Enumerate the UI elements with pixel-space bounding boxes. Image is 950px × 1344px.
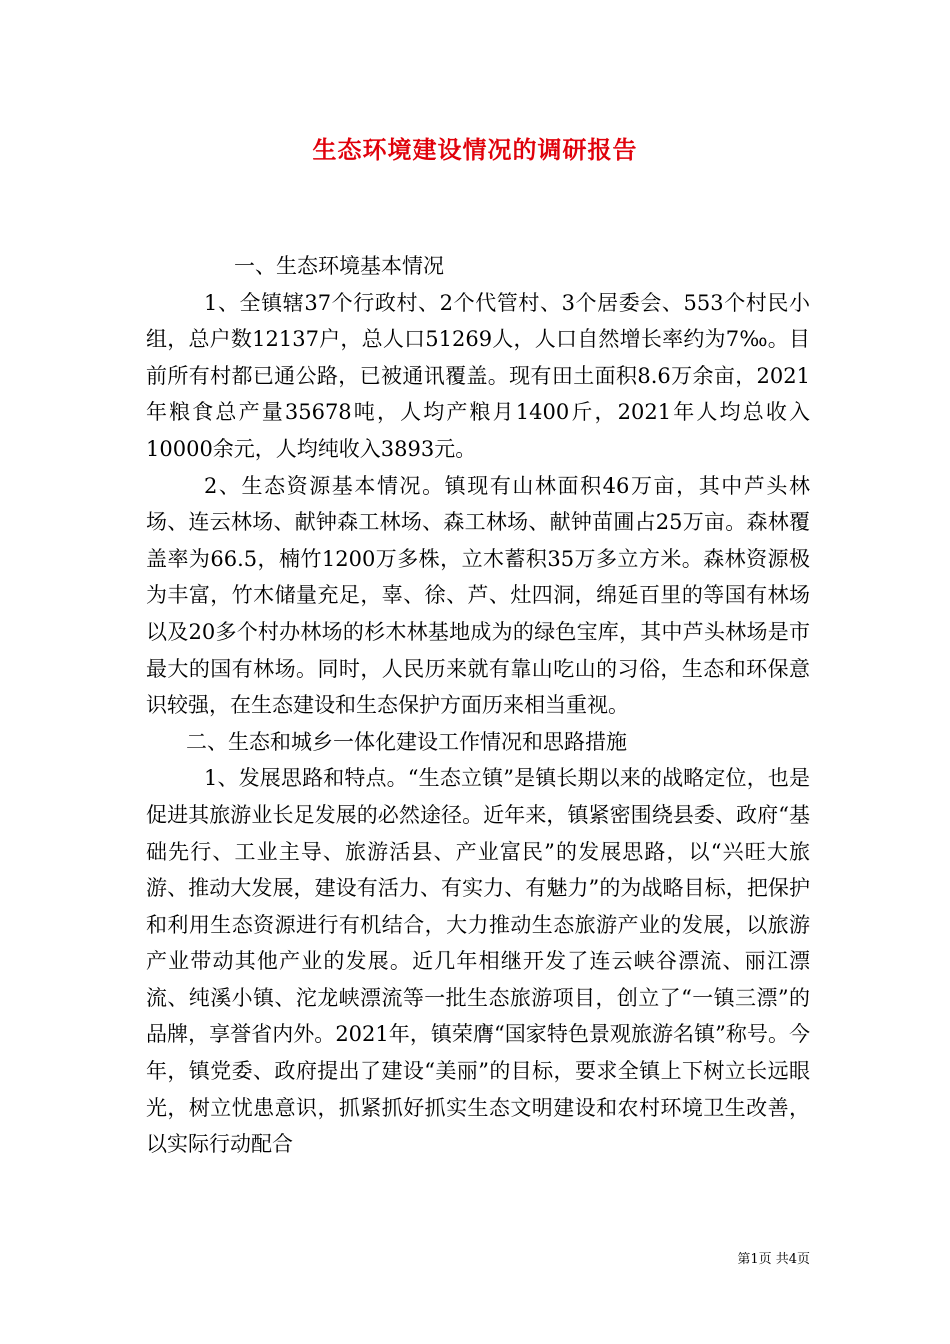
paragraph-population: 1、全镇辖37个行政村、2个代管村、3个居委会、553个村民小组，总户数12137户，总人口51269人，人口自然增长率约为7‰。目前所有村都已通公路，已被通讯覆盖。现有田土面积8.6万余亩，2021年粮食总产量35678吨，人均产粮月1400斤，2021年人均总收入10000余元，人均纯收入3893元。 xyxy=(146,290,810,461)
section-heading-2: 二、生态和城乡一体化建设工作情况和思路措施 xyxy=(186,729,627,754)
document-body xyxy=(146,248,810,1163)
paragraph-ecological-resources: 2、生态资源基本情况。镇现有山林面积46万亩，其中芦头林场、连云林场、献钟森工林场、森工林场、献钟苗圃占25万亩。森林覆盖率为66.5，楠竹1200万多株，立木蓄积35万多立方米。森林资源极为丰富，竹木储量充足，辜、徐、芦、灶四洞，绵延百里的等国有林场以及20多个村办林场的杉木林基地成为的绿色宝库，其中芦头林场是市最大的国有林场。同时，人民历来就有靠山吃山的习俗，生态和环保意识较强，在生态建设和生态保护方面历来相当重视。 xyxy=(146,473,810,718)
section-heading-1: 一、生态环境基本情况 xyxy=(234,254,444,278)
paragraph-development-ideas: 1、发展思路和特点。“生态立镇”是镇长期以来的战略定位，也是促进其旅游业长足发展的必然途径。近年来，镇紧密围绕县委、政府“基础先行、工业主导、旅游活县、产业富民”的发展思路，以“兴旺大旅游、推动大发展，建设有活力、有实力、有魅力”的为战略目标，把保护和利用生态资源进行有机结合，大力推动生态旅游产业的发展，以旅游产业带动其他产业的发展。近几年相继开发了连云峡谷漂流、丽江漂流、纯溪小镇、沱龙峡漂流等一批生态旅游项目，创立了“一镇三漂”的品牌，享誉省内外。2021年，镇荣膺“国家特色景观旅游名镇”称号。今年，镇党委、政府提出了建设“美丽”的目标，要求全镇上下树立长远眼光，树立忧患意识，抓紧抓好抓实生态文明建设和农村环境卫生改善，以实际行动配合 xyxy=(146,766,810,1157)
document-title: 生态环境建设情况的调研报告 xyxy=(312,135,638,164)
page-number: 第1页 共4页 xyxy=(737,1252,810,1267)
